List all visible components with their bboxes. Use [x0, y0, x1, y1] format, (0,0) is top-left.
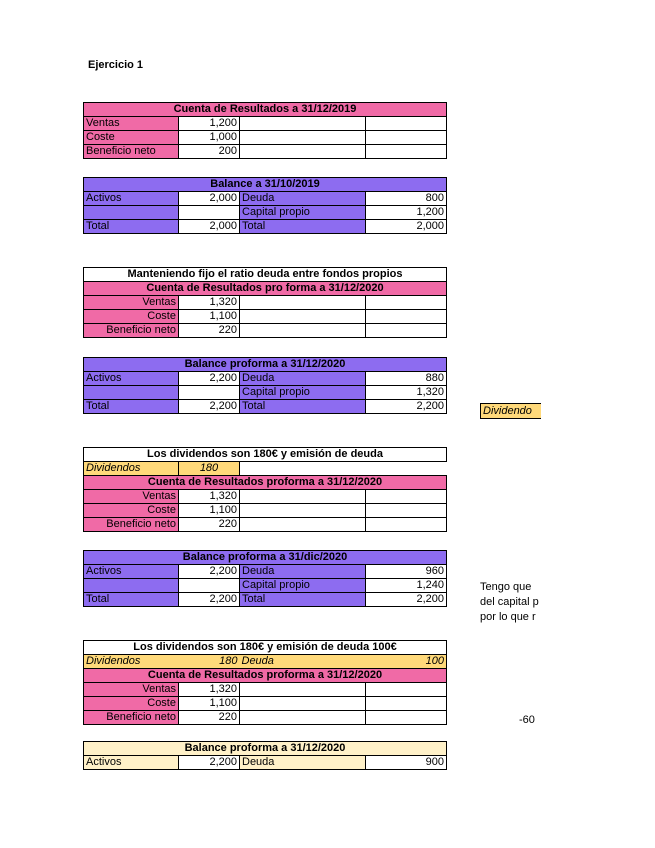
cell-empty[interactable]: [240, 145, 366, 159]
table-row: [84, 565, 447, 579]
cell-label[interactable]: Ventas: [84, 296, 179, 310]
cell-value[interactable]: 1,200: [179, 117, 240, 131]
section-heading: Los dividendos son 180€ y emisión de deuda: [84, 448, 447, 462]
cell-value[interactable]: 200: [179, 145, 240, 159]
cell-label[interactable]: Ventas: [84, 490, 179, 504]
table-row: [84, 310, 447, 324]
table-title: Cuenta de Resultados proforma a 31/12/2020: [84, 476, 447, 490]
table-title: Cuenta de Resultados proforma a 31/12/2020: [84, 669, 447, 683]
cell-value[interactable]: 220: [179, 324, 240, 338]
cell-value[interactable]: 1,100: [179, 697, 240, 711]
cell-empty[interactable]: [240, 131, 366, 145]
cell-value[interactable]: 220: [179, 518, 240, 532]
table-row: [84, 220, 447, 234]
cell-label[interactable]: Ventas: [84, 117, 179, 131]
cell-value[interactable]: 1,200: [366, 206, 447, 220]
cell-label[interactable]: [84, 206, 179, 220]
cell-empty[interactable]: [366, 117, 447, 131]
exercise-heading: Ejercicio 1: [88, 59, 144, 71]
balance-proforma-2020: [83, 357, 447, 414]
table-row: [84, 296, 447, 310]
table-row: [84, 400, 447, 414]
balance-proforma-2020-final: [83, 741, 447, 770]
cell-value[interactable]: 2,200: [366, 593, 447, 607]
table-row: [84, 518, 447, 532]
dividends-label[interactable]: Dividendos: [84, 655, 179, 669]
cell-label[interactable]: Ventas: [84, 683, 179, 697]
cell-label[interactable]: Deuda: [240, 756, 366, 770]
cell-label[interactable]: Total: [84, 400, 179, 414]
cell-empty[interactable]: [366, 518, 447, 532]
cell-empty[interactable]: [366, 697, 447, 711]
cell-empty[interactable]: [240, 518, 366, 532]
cell-value[interactable]: 2,200: [179, 372, 240, 386]
cell-label[interactable]: [84, 579, 179, 593]
dividends-value[interactable]: 180: [179, 462, 240, 476]
table-title: Balance proforma a 31/12/2020: [84, 742, 447, 756]
cell-value[interactable]: [179, 206, 240, 220]
table-row: [84, 593, 447, 607]
table-row: [84, 504, 447, 518]
table-row: [84, 655, 447, 669]
table-row: [84, 697, 447, 711]
table-row: [84, 372, 447, 386]
cell-empty[interactable]: [366, 504, 447, 518]
income-statement-2019: [83, 102, 447, 159]
cell-empty[interactable]: [240, 117, 366, 131]
cell-value[interactable]: [179, 386, 240, 400]
table-row: [84, 131, 447, 145]
side-value[interactable]: -60: [519, 714, 535, 726]
debt-value[interactable]: 100: [366, 655, 447, 669]
cell-value[interactable]: 220: [179, 711, 240, 725]
table-title: Balance proforma a 31/12/2020: [84, 358, 447, 372]
cell-value[interactable]: 880: [366, 372, 447, 386]
cell-value[interactable]: 800: [366, 192, 447, 206]
balance-proforma-dic-2020: [83, 550, 447, 607]
cell-label[interactable]: Beneficio neto: [84, 324, 179, 338]
income-statement-proforma-fixed-ratio: [83, 267, 447, 338]
cell-value[interactable]: 960: [366, 565, 447, 579]
cell-empty[interactable]: [240, 324, 366, 338]
side-note-line: Tengo que: [480, 581, 532, 593]
table-row: [84, 490, 447, 504]
cell-label[interactable]: Capital propio: [240, 386, 366, 400]
cell-empty[interactable]: [366, 131, 447, 145]
cell-label[interactable]: Activos: [84, 565, 179, 579]
cell-label[interactable]: Activos: [84, 756, 179, 770]
cell-label[interactable]: Activos: [84, 372, 179, 386]
cell-empty[interactable]: [366, 490, 447, 504]
cell-empty: [240, 462, 366, 476]
table-title: Cuenta de Resultados a 31/12/2019: [84, 103, 447, 117]
cell-value[interactable]: 1,320: [179, 490, 240, 504]
cell-label[interactable]: Coste: [84, 697, 179, 711]
cell-label[interactable]: Activos: [84, 192, 179, 206]
cell-value[interactable]: 2,200: [179, 400, 240, 414]
cell-value[interactable]: 1,320: [179, 296, 240, 310]
cell-value[interactable]: [179, 579, 240, 593]
cell-empty: [366, 462, 447, 476]
dividendo-cell[interactable]: Dividendo: [480, 403, 541, 419]
balance-2019: [83, 177, 447, 234]
cell-empty[interactable]: [240, 504, 366, 518]
cell-label[interactable]: Deuda: [240, 565, 366, 579]
cell-empty[interactable]: [366, 683, 447, 697]
income-statement-dividends-180-debt-100: [83, 640, 447, 725]
cell-empty[interactable]: [240, 683, 366, 697]
cell-label[interactable]: Total: [240, 593, 366, 607]
cell-value[interactable]: 2,000: [179, 220, 240, 234]
cell-empty[interactable]: [240, 490, 366, 504]
table-row: [84, 192, 447, 206]
cell-value[interactable]: 1,240: [366, 579, 447, 593]
cell-value[interactable]: 900: [366, 756, 447, 770]
cell-label[interactable]: Deuda: [240, 192, 366, 206]
debt-label[interactable]: Deuda: [240, 655, 366, 669]
cell-label[interactable]: Total: [84, 220, 179, 234]
cell-value[interactable]: 1,100: [179, 504, 240, 518]
table-row: [84, 756, 447, 770]
cell-label[interactable]: Beneficio neto: [84, 145, 179, 159]
cell-empty[interactable]: [240, 697, 366, 711]
cell-label[interactable]: Coste: [84, 310, 179, 324]
cell-label[interactable]: Coste: [84, 131, 179, 145]
cell-label[interactable]: Beneficio neto: [84, 711, 179, 725]
cell-empty[interactable]: [366, 711, 447, 725]
side-note-line: por lo que r: [480, 611, 536, 623]
cell-label[interactable]: Beneficio neto: [84, 518, 179, 532]
table-row: [84, 683, 447, 697]
section-heading: Los dividendos son 180€ y emisión de deuda 100€: [84, 641, 447, 655]
cell-empty[interactable]: [240, 711, 366, 725]
cell-empty[interactable]: [366, 310, 447, 324]
section-heading: Manteniendo fijo el ratio deuda entre fondos propios: [84, 268, 447, 282]
cell-value[interactable]: 1,000: [179, 131, 240, 145]
cell-label[interactable]: Capital propio: [240, 579, 366, 593]
cell-value[interactable]: 1,320: [366, 386, 447, 400]
cell-value[interactable]: 2,200: [179, 756, 240, 770]
cell-label[interactable]: Coste: [84, 504, 179, 518]
cell-label[interactable]: Total: [240, 220, 366, 234]
cell-value[interactable]: 2,000: [179, 192, 240, 206]
cell-value[interactable]: 2,200: [179, 565, 240, 579]
table-row: [84, 579, 447, 593]
table-row: [84, 711, 447, 725]
income-statement-dividends-180: [83, 447, 447, 532]
cell-label[interactable]: Total: [240, 400, 366, 414]
dividends-label[interactable]: Dividendos: [84, 462, 179, 476]
table-row: [84, 117, 447, 131]
table-row: [84, 145, 447, 159]
cell-label[interactable]: [84, 386, 179, 400]
cell-value[interactable]: 2,200: [366, 400, 447, 414]
cell-empty[interactable]: [366, 324, 447, 338]
dividends-value[interactable]: 180: [179, 655, 240, 669]
table-row: [84, 462, 447, 476]
side-note-line: del capital p: [480, 596, 539, 608]
cell-empty[interactable]: [240, 310, 366, 324]
cell-empty[interactable]: [366, 296, 447, 310]
cell-value[interactable]: 1,100: [179, 310, 240, 324]
cell-empty[interactable]: [240, 296, 366, 310]
cell-value[interactable]: 1,320: [179, 683, 240, 697]
cell-label[interactable]: Deuda: [240, 372, 366, 386]
cell-empty[interactable]: [366, 145, 447, 159]
cell-label[interactable]: Capital propio: [240, 206, 366, 220]
cell-label[interactable]: Total: [84, 593, 179, 607]
table-title: Cuenta de Resultados pro forma a 31/12/2020: [84, 282, 447, 296]
cell-value[interactable]: 2,200: [179, 593, 240, 607]
table-row: [84, 324, 447, 338]
table-title: Balance proforma a 31/dic/2020: [84, 551, 447, 565]
table-row: [84, 206, 447, 220]
cell-value[interactable]: 2,000: [366, 220, 447, 234]
table-row: [84, 386, 447, 400]
table-title: Balance a 31/10/2019: [84, 178, 447, 192]
